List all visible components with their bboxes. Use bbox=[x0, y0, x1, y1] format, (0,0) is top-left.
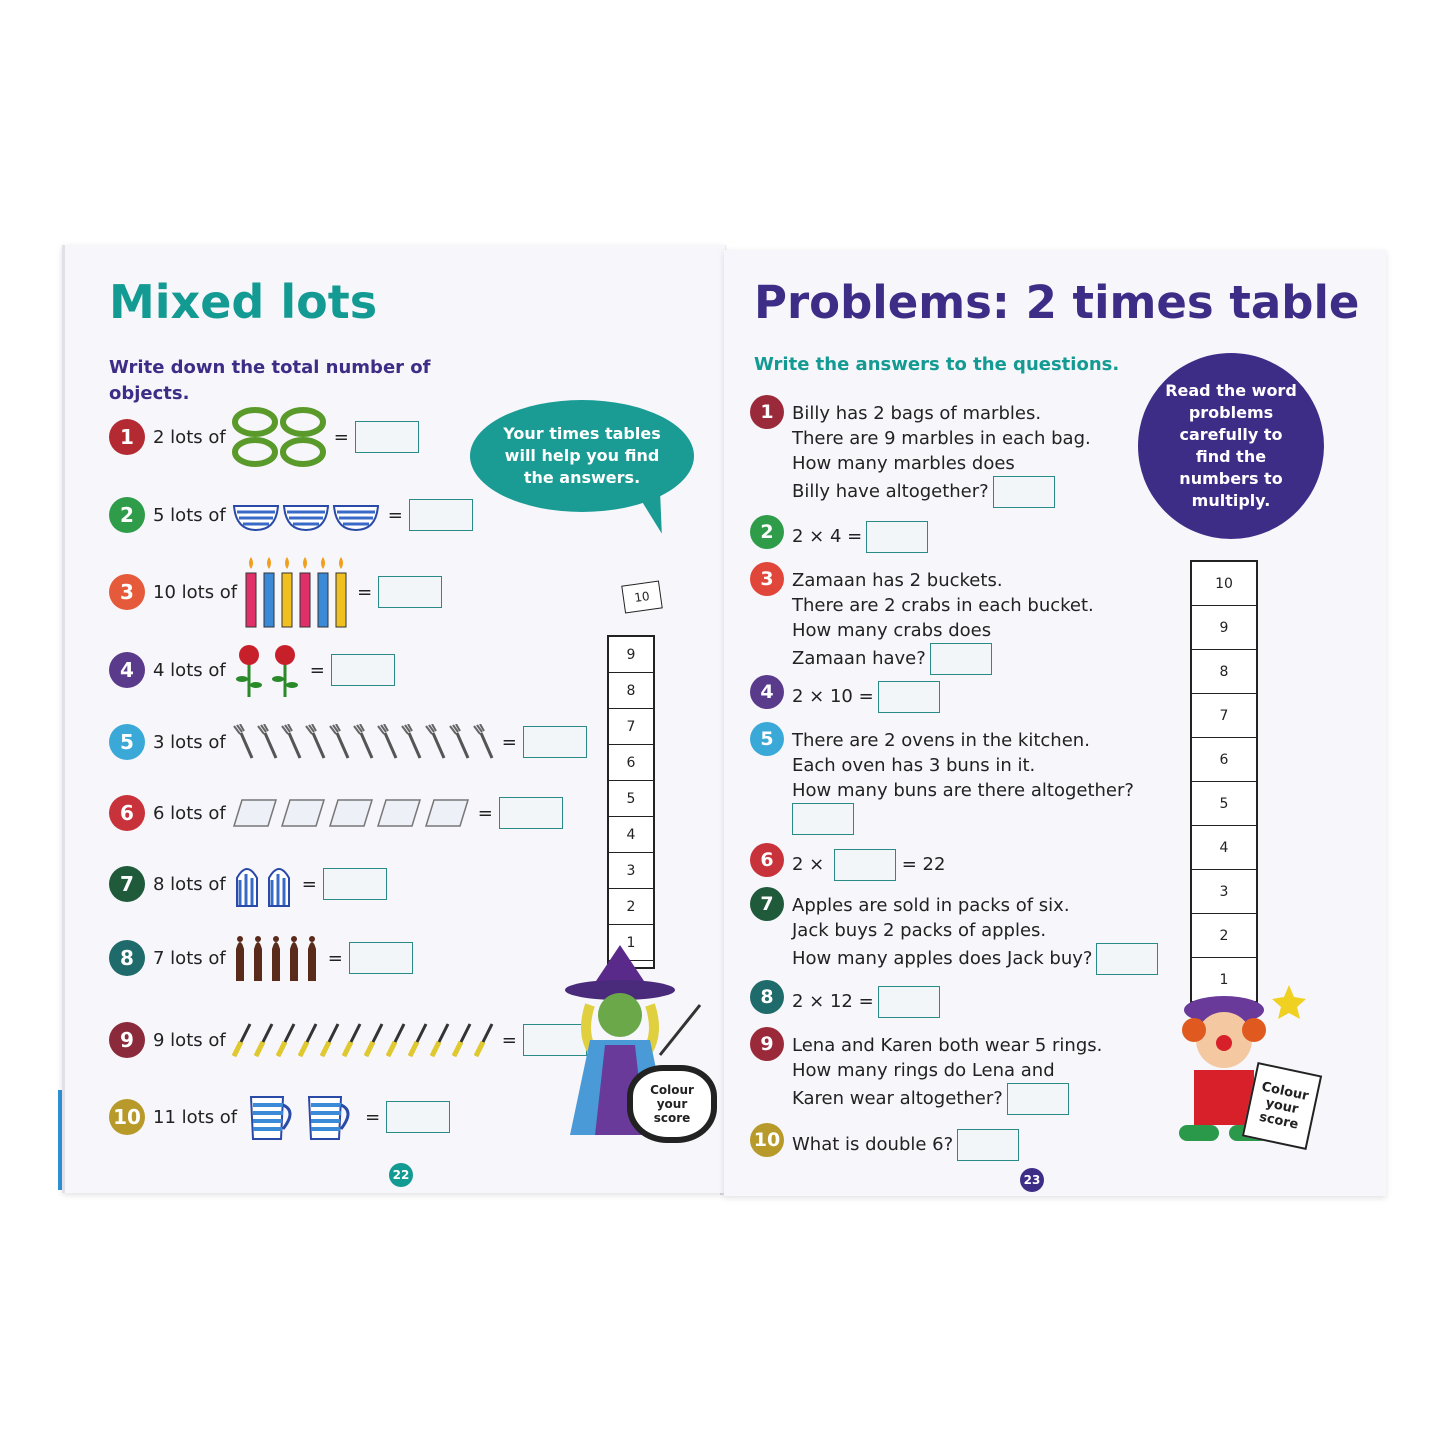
answer-box[interactable] bbox=[323, 868, 387, 900]
ring-icon bbox=[232, 407, 328, 467]
bowl-icon bbox=[232, 498, 382, 532]
answer-box[interactable] bbox=[409, 499, 473, 531]
candle-icon bbox=[243, 555, 259, 629]
candle-icon bbox=[315, 555, 331, 629]
fork-icon bbox=[304, 724, 326, 760]
tower-cell[interactable]: 2 bbox=[1192, 914, 1256, 958]
tower-cell[interactable]: 7 bbox=[609, 709, 653, 745]
tower-cell[interactable]: 9 bbox=[1192, 606, 1256, 650]
question-number: 7 bbox=[750, 887, 784, 921]
tower-cell[interactable]: 3 bbox=[1192, 870, 1256, 914]
napkin-icon bbox=[232, 796, 278, 830]
question-text: 2 × 12 = bbox=[792, 986, 940, 1018]
left-page bbox=[62, 245, 725, 1193]
equals-sign: = bbox=[309, 659, 325, 681]
item-label: 5 lots of bbox=[153, 504, 226, 526]
tower-cell[interactable]: 8 bbox=[609, 673, 653, 709]
knife-icon bbox=[342, 1022, 362, 1058]
question-number: 6 bbox=[750, 843, 784, 877]
instruction: Write down the total number of objects. bbox=[109, 357, 431, 404]
knife-icon bbox=[386, 1022, 406, 1058]
answer-box[interactable] bbox=[957, 1129, 1019, 1161]
tower-cell[interactable]: 2 bbox=[609, 889, 653, 925]
answer-box[interactable] bbox=[930, 643, 992, 675]
knife-icon bbox=[452, 1022, 472, 1058]
answer-box[interactable] bbox=[878, 986, 940, 1018]
answer-box[interactable] bbox=[386, 1101, 450, 1133]
item-number: 10 bbox=[109, 1099, 145, 1135]
question-text: Lena and Karen both wear 5 rings. How many rings do Lena and Karen wear altogether? bbox=[792, 1033, 1102, 1115]
answer-box[interactable] bbox=[834, 849, 896, 881]
item-number: 7 bbox=[109, 866, 145, 902]
item-row-1 bbox=[109, 417, 419, 457]
tower-cell[interactable]: 1 bbox=[609, 925, 653, 961]
knife-icon bbox=[254, 1022, 274, 1058]
pepper-mill-icon bbox=[232, 935, 248, 981]
equals-sign: = bbox=[387, 504, 403, 526]
item-number: 9 bbox=[109, 1022, 145, 1058]
salt-shaker-icon bbox=[232, 860, 262, 908]
tower-cell[interactable]: 8 bbox=[1192, 650, 1256, 694]
fork-icon bbox=[256, 724, 278, 760]
question-text: 2 × 4 = bbox=[792, 521, 928, 553]
item-row-2 bbox=[109, 495, 473, 535]
napkin-icon bbox=[232, 796, 472, 830]
fork-icon bbox=[400, 724, 422, 760]
tip-circle: Read the word problems carefully to find the numbers to multiply. bbox=[1138, 353, 1324, 539]
item-row-9 bbox=[109, 1020, 587, 1060]
fork-icon bbox=[328, 724, 350, 760]
question-text: Billy has 2 bags of marbles. There are 9 marbles in each bag. How many marbles does Billy have altogether? bbox=[792, 401, 1091, 508]
knife-icon bbox=[364, 1022, 384, 1058]
question-text: 2 × = 22 bbox=[792, 849, 945, 881]
equals-sign: = bbox=[333, 426, 349, 448]
equals-sign: = bbox=[357, 581, 373, 603]
napkin-icon bbox=[328, 796, 374, 830]
score-tower bbox=[1190, 560, 1258, 1009]
item-label: 8 lots of bbox=[153, 873, 226, 895]
napkin-icon bbox=[376, 796, 422, 830]
equals-sign: = bbox=[365, 1106, 381, 1128]
item-row-5 bbox=[109, 722, 587, 762]
question-text: What is double 6? bbox=[792, 1129, 1019, 1161]
tower-cell[interactable]: 3 bbox=[609, 853, 653, 889]
answer-box[interactable] bbox=[355, 421, 419, 453]
item-label: 11 lots of bbox=[153, 1106, 238, 1128]
knife-icon bbox=[320, 1022, 340, 1058]
knife-icon bbox=[298, 1022, 318, 1058]
instruction: Write the answers to the questions. bbox=[754, 354, 1120, 375]
question-number: 5 bbox=[750, 722, 784, 756]
fork-icon bbox=[280, 724, 302, 760]
knife-icon bbox=[430, 1022, 450, 1058]
question-text: Zamaan has 2 buckets. There are 2 crabs in each bucket. How many crabs does Zamaan have? bbox=[792, 568, 1094, 675]
tower-cell[interactable]: 6 bbox=[609, 745, 653, 781]
jug-icon bbox=[243, 1091, 359, 1143]
answer-box[interactable] bbox=[792, 803, 854, 835]
item-number: 5 bbox=[109, 724, 145, 760]
page-title: Problems: 2 times table bbox=[754, 276, 1360, 329]
question-number: 9 bbox=[750, 1027, 784, 1061]
equals-sign: = bbox=[501, 731, 517, 753]
equals-sign: = bbox=[301, 873, 317, 895]
tower-cell[interactable]: 4 bbox=[609, 817, 653, 853]
item-row-8 bbox=[109, 938, 413, 978]
candle-icon bbox=[243, 555, 351, 629]
pepper-mill-icon bbox=[250, 935, 266, 981]
item-label: 7 lots of bbox=[153, 947, 226, 969]
answer-box[interactable] bbox=[1096, 943, 1158, 975]
answer-box[interactable] bbox=[993, 476, 1055, 508]
rose-icon bbox=[268, 643, 302, 697]
candle-icon bbox=[279, 555, 295, 629]
question-text: 2 × 10 = bbox=[792, 681, 940, 713]
page-title: Mixed lots bbox=[109, 275, 378, 329]
question-number: 8 bbox=[750, 980, 784, 1014]
tower-cell[interactable]: 7 bbox=[1192, 694, 1256, 738]
item-label: 3 lots of bbox=[153, 731, 226, 753]
jug-icon bbox=[243, 1091, 299, 1143]
question-number: 1 bbox=[750, 395, 784, 429]
answer-box[interactable] bbox=[499, 797, 563, 829]
tower-cell[interactable]: 5 bbox=[609, 781, 653, 817]
question-number: 10 bbox=[750, 1123, 784, 1157]
answer-box[interactable] bbox=[378, 576, 442, 608]
pepper-mill-icon bbox=[304, 935, 320, 981]
equals-sign: = bbox=[477, 802, 493, 824]
question-number: 2 bbox=[750, 515, 784, 549]
speech-bubble: Your times tables will help you find the answers. bbox=[470, 400, 694, 512]
item-label: 9 lots of bbox=[153, 1029, 226, 1051]
pepper-mill-icon bbox=[286, 935, 302, 981]
fork-icon bbox=[424, 724, 446, 760]
salt-shaker-icon bbox=[232, 860, 296, 908]
answer-box[interactable] bbox=[523, 726, 587, 758]
fork-icon bbox=[448, 724, 470, 760]
question-number: 3 bbox=[750, 562, 784, 596]
rose-icon bbox=[232, 643, 266, 697]
ring-icon bbox=[280, 407, 326, 467]
tower-cell[interactable]: 6 bbox=[1192, 738, 1256, 782]
pepper-mill-icon bbox=[268, 935, 284, 981]
tower-cell[interactable]: 9 bbox=[609, 637, 653, 673]
answer-box[interactable] bbox=[349, 942, 413, 974]
tower-top-card: 10 bbox=[621, 580, 663, 613]
fork-icon bbox=[376, 724, 398, 760]
answer-box[interactable] bbox=[878, 681, 940, 713]
item-label: 4 lots of bbox=[153, 659, 226, 681]
page-number: 23 bbox=[1020, 1168, 1044, 1192]
knife-icon bbox=[232, 1022, 496, 1058]
answer-box[interactable] bbox=[866, 521, 928, 553]
speech-bubble-tail bbox=[636, 488, 667, 536]
bowl-icon bbox=[282, 498, 330, 532]
fork-icon bbox=[472, 724, 494, 760]
knife-icon bbox=[276, 1022, 296, 1058]
item-row-4 bbox=[109, 650, 395, 690]
item-number: 3 bbox=[109, 574, 145, 610]
question-number: 4 bbox=[750, 675, 784, 709]
equals-sign: = bbox=[501, 1029, 517, 1051]
cauldron: Colour your score bbox=[627, 1065, 717, 1143]
score-card: Colour your score bbox=[1242, 1062, 1322, 1150]
item-label: 6 lots of bbox=[153, 802, 226, 824]
bowl-icon bbox=[232, 498, 280, 532]
item-label: 2 lots of bbox=[153, 426, 226, 448]
napkin-icon bbox=[280, 796, 326, 830]
question-text: There are 2 ovens in the kitchen. Each oven has 3 buns in it. How many buns are there altogether? bbox=[792, 728, 1134, 835]
item-row-7 bbox=[109, 864, 387, 904]
page-number: 22 bbox=[389, 1163, 413, 1187]
item-number: 4 bbox=[109, 652, 145, 688]
right-page bbox=[724, 250, 1386, 1196]
answer-box[interactable] bbox=[331, 654, 395, 686]
tower-cell[interactable]: 5 bbox=[1192, 782, 1256, 826]
equals-sign: = bbox=[327, 947, 343, 969]
candle-icon bbox=[261, 555, 277, 629]
fork-icon bbox=[232, 724, 496, 760]
item-row-10 bbox=[109, 1097, 450, 1137]
ring-icon bbox=[232, 407, 278, 467]
salt-shaker-icon bbox=[264, 860, 294, 908]
knife-icon bbox=[474, 1022, 494, 1058]
item-number: 1 bbox=[109, 419, 145, 455]
pepper-mill-icon bbox=[232, 935, 322, 981]
item-label: 10 lots of bbox=[153, 581, 238, 603]
item-number: 8 bbox=[109, 940, 145, 976]
fork-icon bbox=[232, 724, 254, 760]
napkin-icon bbox=[424, 796, 470, 830]
item-row-3 bbox=[109, 572, 442, 612]
knife-icon bbox=[232, 1022, 252, 1058]
jug-icon bbox=[301, 1091, 357, 1143]
tower-cell[interactable]: 4 bbox=[1192, 826, 1256, 870]
candle-icon bbox=[297, 555, 313, 629]
question-text: Apples are sold in packs of six. Jack buys 2 packs of apples. How many apples does Jack buy? bbox=[792, 893, 1158, 975]
candle-icon bbox=[333, 555, 349, 629]
knife-icon bbox=[408, 1022, 428, 1058]
fork-icon bbox=[352, 724, 374, 760]
item-number: 2 bbox=[109, 497, 145, 533]
answer-box[interactable] bbox=[1007, 1083, 1069, 1115]
bowl-icon bbox=[332, 498, 380, 532]
tower-cell[interactable]: 1 bbox=[1192, 958, 1256, 1002]
rose-icon bbox=[232, 643, 304, 697]
item-number: 6 bbox=[109, 795, 145, 831]
score-tower bbox=[607, 635, 655, 969]
tower-cell[interactable]: 10 bbox=[1192, 562, 1256, 606]
item-row-6 bbox=[109, 793, 563, 833]
